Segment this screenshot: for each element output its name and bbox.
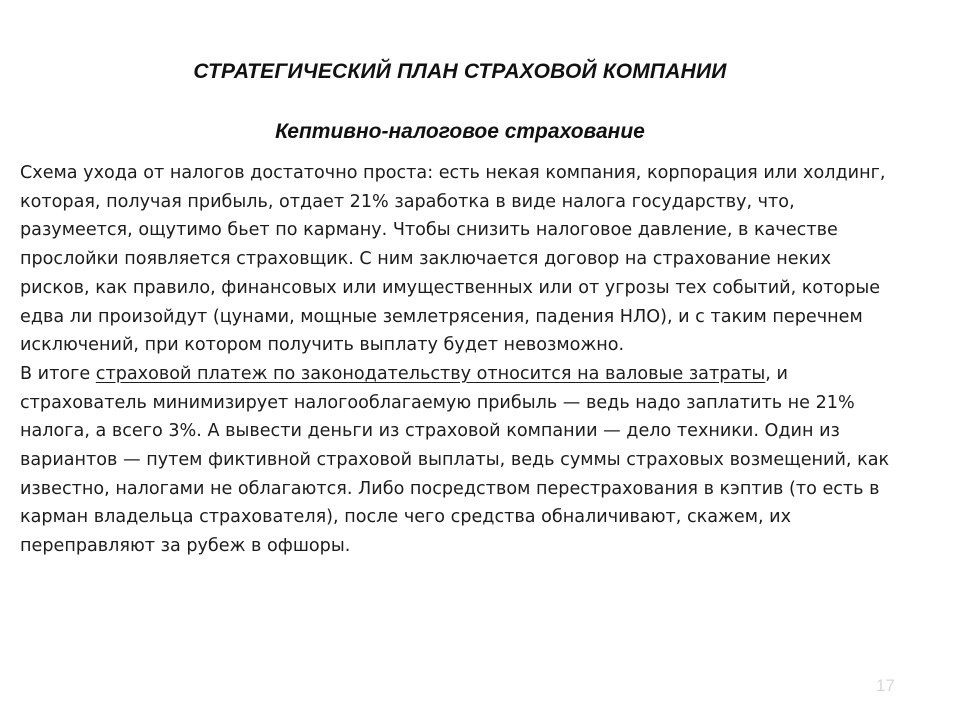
paragraph-2-prefix: В итоге: [20, 363, 96, 384]
slide-subtitle: Кептивно-налоговое страхование: [275, 120, 645, 143]
body-text: [20, 159, 900, 561]
page-number: 17: [876, 676, 895, 695]
paragraph-2: [20, 360, 900, 561]
paragraph-2-rest: , и страхователь минимизирует налогооблагаемую прибыль — ведь надо заплатить не 21% налога, а всего 3%. А вывести деньги из страховой компании — дело техники. Один из вариантов — путем фиктивной страховой выплаты, ведь суммы страховых возмещений, как известно, налогами не облагаются. Либо посредством перестрахования в кэптив (то есть в карман владельца страхователя), после чего средства обналичивают, скажем, их переправляют за рубеж в офшоры.: [20, 363, 890, 557]
underlined-phrase: страховой платеж по законодательству относится на валовые затраты: [95, 363, 766, 384]
slide-title: СТРАТЕГИЧЕСКИЙ ПЛАН СТРАХОВОЙ КОМПАНИИ: [193, 60, 727, 83]
paragraph-1: Схема ухода от налогов достаточно проста: есть некая компания, корпорация или холдинг, которая, получая прибыль, отдает 21% заработка в виде налога государству, что, разумеется, ощутимо бьет по карману. Чтобы снизить налоговое давление, в качестве прослойки появляется страховщик. С ним заключается договор на страхование неких рисков, как правило, финансовых или имущественных или от угрозы тех событий, которые едва ли произойдут (цунами, мощные землетрясения, падения НЛО), и с таким перечнем исключений, при котором получить выплату будет невозможно.: [20, 163, 886, 356]
